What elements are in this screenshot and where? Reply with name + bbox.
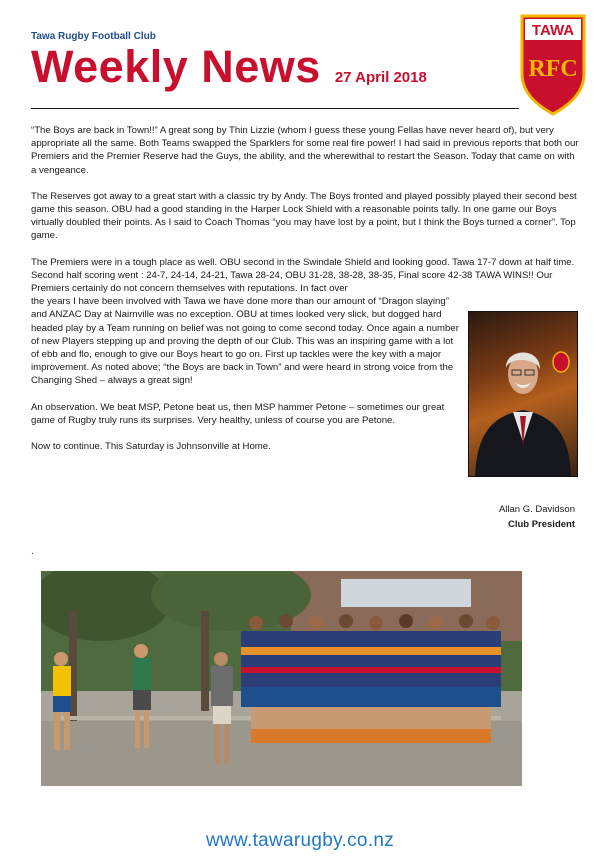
masthead-rule — [31, 108, 519, 109]
team-photo — [41, 571, 522, 786]
signature-block — [420, 502, 575, 532]
website-url[interactable]: www.tawarugby.co.nz — [205, 830, 395, 851]
signature-title: Club President — [507, 519, 575, 530]
club-name: Tawa Rugby Football Club — [31, 31, 156, 42]
article-paragraph-2: The Reserves got away to a great start with a classic try by Andy. The Boys fronted and played possibly played their second best game this season. OBU had a good standing in the Harper Lock Shield with a reasonable points tally. In one game our Boys virtually doubled their points. As I said to Coach Thomas “you may have lost by a point, but I think the Boys turned a corner”. Top game. — [31, 190, 577, 242]
article-paragraph-3b: the years I have been involved with Tawa we have done more than our amount of “Dragon slaying” and ANZAC Day at Nairnville was no exception. OBU at times looked very slick, but dogged hard headed play by a Team running on belief was not going to come second today. Once again a number of new Players stepping up and proving the depth of our Club. This was an inspiring game with a lot of ebb and flo, enough to give our Boys heart to go on. First up tackles were the key with a major improvement. As noted above; “the Boys are back in Town” and were heard in strong voice from the Changing Shed – always a great sign! — [31, 296, 459, 387]
article-paragraph-5: Now to continue. This Saturday is Johnsonville at Home. — [31, 441, 271, 453]
crest-top-text: TAWA — [531, 22, 575, 39]
crest-monogram: RFC — [528, 56, 578, 82]
issue-date: 27 April 2018 — [334, 69, 427, 86]
portrait-figure — [469, 312, 577, 476]
signature-name: Allan G. Davidson — [498, 504, 575, 515]
article-paragraph-3: The Premiers were in a tough place as well. OBU second in the Swindale Shield and looking good. Tawa 17-7 down at half time. Second half scoring went : 24-7, 24-14, 24-21, Tawa 28-24, OBU 31-28, 38-28, 38-35, Final score 42-38 TAWA WINS!! Our Premiers certainly do not concern themselves with reputations. In fact over — [31, 256, 575, 295]
team-photo-scene — [41, 571, 522, 786]
newsletter-title: Weekly News — [31, 41, 321, 92]
article-paragraph-4: An observation. We beat MSP, Petone beat us, then MSP hammer Petone – sometimes our great game of Rugby truly runs its surprises. Very healthy, unless of course you are Petone. — [31, 401, 445, 426]
president-portrait — [468, 311, 578, 477]
stray-mark: . — [31, 546, 34, 557]
article-paragraph-1: “The Boys are back in Town!!” A great song by Thin Lizzie (whom I guess these young Fellas have never heard of), but very appropriate all the same. Both Teams swapped the Sparklers for some real fire power! I had said in previous reports that both our Premiers and the Premier Reserve had the Guys, the ability, and the wherewithal to restart the Season. Today that came on with a vengeance. — [31, 125, 579, 176]
masthead — [31, 41, 427, 92]
club-crest — [520, 14, 586, 116]
